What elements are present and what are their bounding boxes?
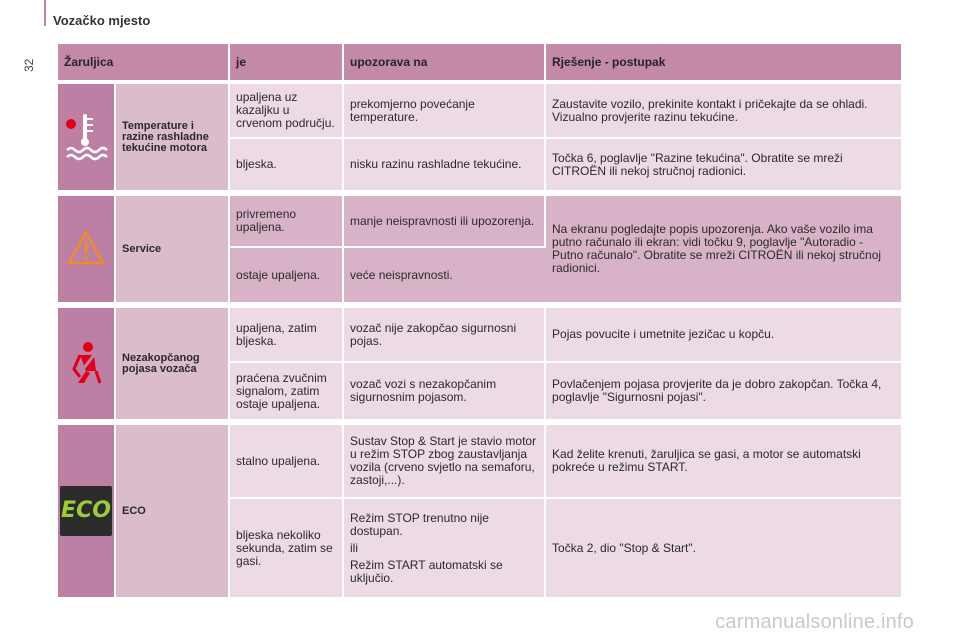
warning-cell: manje neispravnosti ili upozorenja. <box>344 196 546 248</box>
table-row <box>58 308 901 363</box>
warning-cell: nisku razinu rashladne tekućine. <box>344 139 546 192</box>
warning-line: Režim STOP trenutno nije dostupan. <box>350 510 489 538</box>
warning-light-name: Service <box>116 196 230 304</box>
state-cell: stalno upaljena. <box>230 425 344 499</box>
table-row <box>58 84 901 139</box>
page-number: 32 <box>22 58 36 72</box>
solution-cell: Točka 6, poglavlje "Razine tekućina". Obratite se mreži CITROËN ili nekoj stručnoj radionici. <box>546 139 901 192</box>
state-cell: ostaje upaljena. <box>230 248 344 304</box>
service-warning-icon <box>66 228 106 268</box>
warning-light-name: Temperature i razine rashladne tekućine motora <box>116 84 230 192</box>
service-warning-icon-cell <box>58 196 116 304</box>
solution-cell: Zaustavite vozilo, prekinite kontakt i pričekajte da se ohladi. Vizualno provjerite razinu tekućine. <box>546 84 901 139</box>
page-title: Vozačko mjesto <box>53 13 151 28</box>
coolant-temperature-icon <box>61 106 111 166</box>
eco-icon: ECO <box>60 486 112 536</box>
warning-cell: vozač nije zakopčao sigurnosni pojas. <box>344 308 546 363</box>
column-header-warning-light: Žaruljica <box>58 44 230 80</box>
table-header-row <box>58 44 901 80</box>
state-cell: bljeska. <box>230 139 344 192</box>
state-cell: upaljena uz kazaljku u crvenom području. <box>230 84 344 139</box>
warning-cell: veće neispravnosti. <box>344 248 546 304</box>
warning-lights-table <box>58 44 901 599</box>
state-cell: privremeno upaljena. <box>230 196 344 248</box>
warning-line: ili <box>350 540 359 555</box>
warning-cell: prekomjerno povećanje temperature. <box>344 84 546 139</box>
state-cell: upaljena, zatim bljeska. <box>230 308 344 363</box>
solution-cell: Na ekranu pogledajte popis upozorenja. Ako vaše vozilo ima putno računalo ili ekran: vidi točku 9, poglavlje "Autoradio - Putno računalo". Obratite se mreži CITROËN ili nekoj stručnoj radionici. <box>546 196 901 304</box>
warning-cell <box>344 499 546 599</box>
eco-icon-cell <box>58 425 116 599</box>
column-header-state: je <box>230 44 344 80</box>
solution-cell: Pojas povucite i umetnite jezičac u kopču. <box>546 308 901 363</box>
state-cell: praćena zvučnim signalom, zatim ostaje upaljena. <box>230 363 344 421</box>
coolant-temperature-icon-cell <box>58 84 116 192</box>
warning-light-name: ECO <box>116 425 230 599</box>
warning-line: Režim START automatski se uključio. <box>350 557 503 585</box>
warning-light-name: Nezakopčanog pojasa vozača <box>116 308 230 421</box>
column-header-solution: Rješenje - postupak <box>546 44 901 80</box>
seatbelt-icon <box>66 339 106 385</box>
column-header-warning: upozorava na <box>344 44 546 80</box>
warning-cell: vozač vozi s nezakopčanim sigurnosnim pojasom. <box>344 363 546 421</box>
table-row <box>58 425 901 499</box>
side-accent-line <box>44 0 46 26</box>
seatbelt-icon-cell <box>58 308 116 421</box>
watermark: carmanualsonline.info <box>715 611 914 633</box>
solution-cell: Točka 2, dio "Stop & Start". <box>546 499 901 599</box>
state-cell: bljeska nekoliko sekunda, zatim se gasi. <box>230 499 344 599</box>
warning-cell: Sustav Stop & Start je stavio motor u režim STOP zbog zaustavljanja vozila (crveno svjetlo na semaforu, zastoji,...). <box>344 425 546 499</box>
solution-cell: Povlačenjem pojasa provjerite da je dobro zakopčan. Točka 4, poglavlje "Sigurnosni pojasi". <box>546 363 901 421</box>
table-row <box>58 196 901 248</box>
solution-cell: Kad želite krenuti, žaruljica se gasi, a motor se automatski pokreće u režimu START. <box>546 425 901 499</box>
